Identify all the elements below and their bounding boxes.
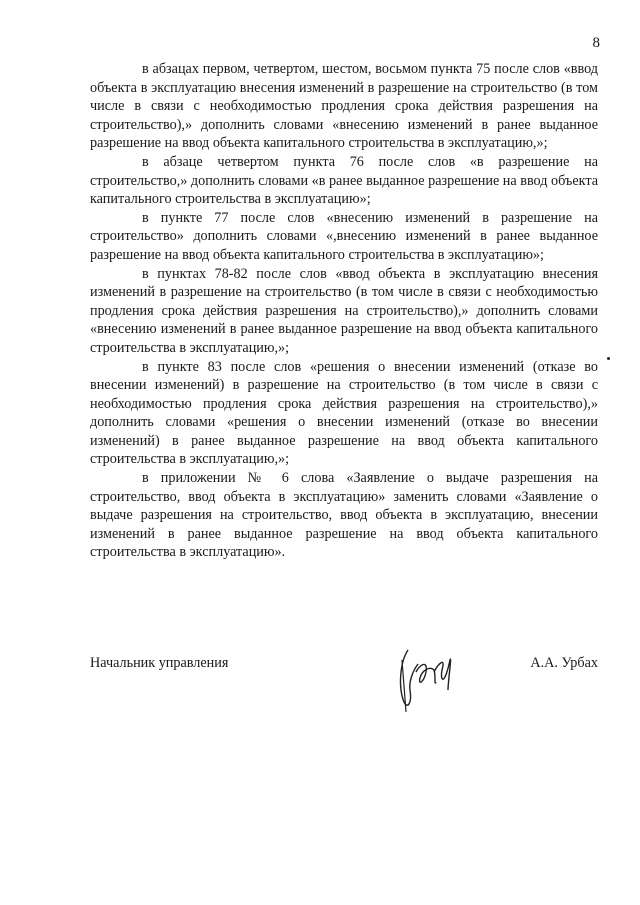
signature-block — [90, 650, 598, 730]
handwritten-signature-icon — [390, 642, 460, 722]
paragraph-3: в пункте 77 после слов «внесению изменений в разрешение на строительство» дополнить словами «,внесению изменений в ранее выданное разрешение на ввод объекта капитального строительства в эксплуатацию»; — [90, 209, 598, 263]
paragraph-2: в абзаце четвертом пункта 76 после слов «в разрешение на строительство,» дополнить словами «в ранее выданное разрешение на ввод объекта капитального строительства в эксплуатацию»; — [90, 153, 598, 208]
margin-dot — [607, 357, 610, 360]
signer-title: Начальник управления — [90, 655, 229, 671]
paragraph-1: в абзацах первом, четвертом, шестом, восьмом пункта 75 после слов «ввод объекта в эксплуатацию внесения изменений в разрешение на строительство (в том числе в связи с необходимостью продления срока действия разрешения на строительство),» дополнить словами «внесению изменений в ранее выданное разрешение на ввод объекта капитального строительства в эксплуатацию,»; — [90, 61, 598, 152]
page-number: 8 — [592, 35, 600, 51]
paragraph-5: в пункте 83 после слов «решения о внесении изменений (отказе во внесении изменений) в разрешение на строительство (в том числе в связи с необходимостью продления срока действия разрешения на строительство),» дополнить словами «решения о внесении изменений (отказе во внесении изменений) в ранее выданное разрешение на ввод объекта капитального строительства в эксплуатацию,»; — [90, 358, 598, 468]
document-body — [90, 60, 598, 562]
paragraph-6: в приложении № 6 слова «Заявление о выдаче разрешения на строительство, ввод объекта в эксплуатацию» заменить словами «Заявление о выдаче разрешения на строительство, ввод объекта в эксплуатацию, внесении изменений в ранее выданное разрешение на ввод объекта капитального строительства в эксплуатацию». — [90, 470, 598, 561]
paragraph-4: в пунктах 78-82 после слов «ввод объекта в эксплуатацию внесения изменений в разрешение на строительство (в том числе в связи с необходимостью продления срока действия разрешения на строительство),» дополнить словами «внесению изменений в ранее выданное разрешение на ввод объекта капитального строительства в эксплуатацию,»; — [90, 265, 598, 356]
signer-name: А.А. Урбах — [530, 655, 598, 671]
